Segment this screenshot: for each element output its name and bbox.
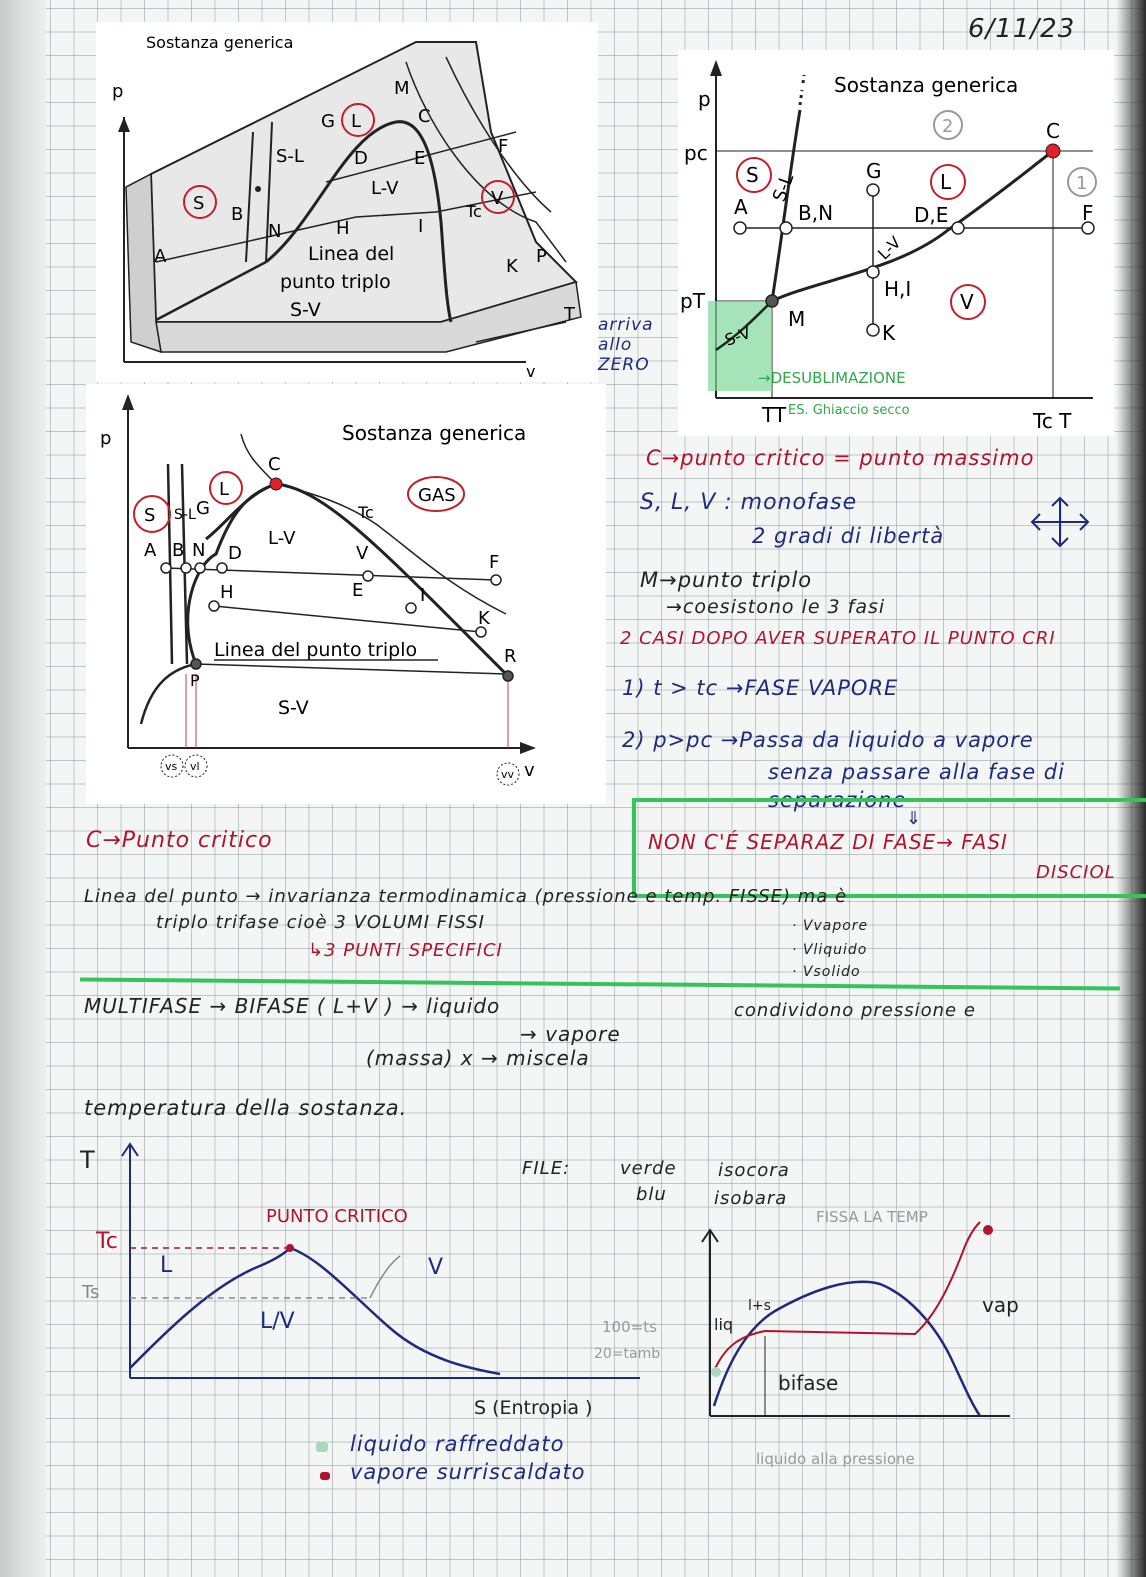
fig2-desublimazione: →DESUBLIMAZIONE [758,369,906,387]
date-label: 6/11/23 [968,14,1076,44]
fig1-m-label: M [394,78,410,99]
note-gradi: 2 gradi di libertà [752,524,945,548]
figure-pt-diagram [678,50,1114,436]
fig3-vs-label: vs [165,760,178,773]
fig3-f-label: F [489,552,500,573]
legend-vapore: vapore surriscaldato [350,1460,586,1484]
fig1-line1: Linea del [308,243,395,265]
fig3-tc-label: Tc [358,503,374,522]
note-linea-b: triplo trifase cioè 3 VOLUMI FISSI [156,912,485,933]
red-swatch [320,1472,330,1480]
fig2-m-label: M [788,307,806,331]
fig3-b-label: B [172,540,185,561]
figure-pv-diagram [86,384,606,804]
fig1-c-label: C [418,106,431,127]
fig3-k-label: K [478,608,490,629]
ts-ts-label: Ts [82,1282,100,1303]
arriva-text: arriva [598,315,654,335]
fig3-sl-label: S-L [174,507,196,523]
fig1-v-axis: v [526,362,536,381]
fig2-g-label: G [866,159,882,183]
note-linea-a: Linea del punto → invarianza termodinamica (pressione e temp. FISSE) ma è [84,886,848,907]
fig3-title: Sostanza generica [342,421,527,445]
green-swatch [316,1442,328,1452]
fig3-c-label: C [268,454,281,475]
fig1-e-label: E [414,148,426,169]
note-disciolte: DISCIOL [1036,862,1116,883]
note-temperatura: temperatura della sostanza. [84,1096,408,1120]
note-multifase: MULTIFASE → BIFASE ( L+V ) → liquido [84,994,501,1018]
fig2-k-label: K [882,321,896,345]
fig2-c-label: C [1046,119,1060,143]
note-caso2a: 2) p>pc →Passa da liquido a vapore [622,728,1034,752]
note-c-critico: C→punto critico = punto massimo [646,446,1035,470]
fig1-h-label: H [336,218,350,239]
note-arrow: ⇓ [906,808,923,829]
note-due-casi: 2 CASI DOPO AVER SUPERATO IL PUNTO CRI [620,628,1056,649]
fig2-tct-label: Tc T [1033,409,1072,433]
fig3-r-label: R [504,646,517,667]
note-caso2b: senza passare alla fase di [768,760,1065,784]
note-coesistono: →coesistono le 3 fasi [666,596,886,618]
fig1-g-label: G [321,111,335,132]
note-punti-specifici: ↳3 PUNTI SPECIFICI [308,940,503,961]
note-massa: (massa) x → miscela [366,1046,590,1070]
fig2-s-label: S [746,163,759,187]
right-bifase: bifase [778,1371,839,1395]
arrows-cross-icon [1028,494,1092,550]
fig3-i-label: I [420,585,426,606]
fig1-lv-label: L-V [371,178,399,199]
note-caso1: 1) t > tc →FASE VAPORE [622,676,899,700]
ts-lv-label: L/V [260,1309,295,1334]
note-vliquido: · Vliquido [792,942,868,958]
allo-text: allo [598,335,633,355]
fig1-l-label: L [351,111,362,132]
fig1-a-label: A [154,246,167,267]
note-verde: verde [620,1158,677,1179]
ts-tc-label: Tc [96,1229,118,1254]
pv-phase-diagram [86,384,606,804]
fig1-title: Sostanza generica [146,33,294,52]
fig2-lv-label: L-V [873,232,905,264]
fig2-sv-label: S-V [722,323,754,350]
fig1-i-label: I [418,216,424,237]
pt-phase-diagram [678,50,1114,436]
arriva-note [598,315,654,375]
ts-v-label: V [428,1255,444,1280]
figure-3d-surface [96,22,598,382]
ts-t-axis: T [80,1146,95,1174]
fig3-p-axis: p [100,428,112,449]
fig3-l-label: L [219,479,230,500]
fig1-n-label: N [268,221,282,242]
fig2-bn-label: B,N [798,201,834,225]
note-blu: blu [636,1184,667,1205]
right-vap: vap [982,1293,1019,1317]
fig3-a-label: A [144,540,157,561]
fig2-num1: 1 [1076,173,1088,194]
fig3-lv-label: L-V [268,528,296,549]
ts-l-label: L [160,1253,173,1278]
right-liq: liq [714,1315,734,1334]
fig2-de-label: D,E [914,203,949,227]
fig3-p-label: P [190,671,200,690]
fig2-a-label: A [734,195,748,219]
fig2-sl-label: S-L [768,171,799,205]
note-m-triplo: M→punto triplo [640,568,813,592]
fig1-t-axis: T [564,304,575,325]
fig1-tc-label: Tc [466,202,482,221]
fig3-vv-label: vv [501,768,515,781]
right-ls: l+s [748,1298,771,1314]
note-c-punto-critico: C→Punto critico [86,828,273,853]
fig2-v-label: V [960,290,974,314]
fig2-ghiaccio: ES. Ghiaccio secco [788,403,910,418]
fig1-p-label: P [536,246,547,267]
note-vsolido: · Vsolido [792,964,861,980]
note-slv: S, L, V : monofase [640,490,858,515]
zero-text: ZERO [598,355,650,375]
fig1-k-label: K [506,256,518,277]
fig3-d-label: D [228,543,242,564]
fig3-sv-label: S-V [278,697,309,719]
fig2-f-label: F [1082,201,1094,225]
fig2-p-axis: p [698,87,711,111]
fig1-f-label: F [498,136,509,157]
right-venti: 20=tamb [594,1346,661,1362]
fig3-s-label: S [144,505,156,526]
fig2-pt-label: pT [680,289,705,313]
fig3-v-label: V [356,543,369,564]
fig3-e-label: E [352,580,364,601]
fig3-vl-label: vl [190,760,200,773]
note-condividono: condividono pressione e [734,1000,976,1021]
fig3-linea-label: Linea del punto triplo [214,639,418,661]
note-isocora: isocora [718,1160,790,1181]
note-isobara: isobara [714,1188,788,1209]
notebook-binding [0,0,46,1577]
legend-liquido: liquido raffreddato [350,1432,565,1456]
fig2-pc-label: pc [684,141,708,165]
right-graph [590,1206,1060,1506]
fig2-l-label: L [940,170,952,194]
fig3-v-axis: v [524,760,535,781]
fig1-s-label: S [193,193,205,214]
note-vapore: → vapore [520,1022,621,1046]
right-bottom: liquido alla pressione [756,1450,915,1468]
fig2-title: Sostanza generica [834,73,1019,97]
ts-punto-critico: PUNTO CRITICO [266,1206,408,1227]
fig2-num2: 2 [942,116,954,137]
fig1-v-label: V [491,188,504,209]
fig3-h-label: H [220,582,234,603]
fig3-gas-label: GAS [418,485,456,506]
pvt-surface-diagram [96,22,598,382]
right-fissa: FISSA LA TEMP [816,1208,928,1226]
right-cento: 100=ts [602,1318,657,1336]
note-vvapore: · Vvapore [792,918,869,934]
page-edge-shadow [1116,0,1146,1577]
ts-graph [80,1138,660,1468]
fig1-p-axis: p [112,81,124,102]
ts-s-axis: S (Entropia ) [474,1397,593,1419]
fig3-n-label: N [192,540,206,561]
note-non-ce: NON C'É SEPARAZ DI FASE→ FASI [648,830,1008,854]
fig3-g-label: G [196,498,210,519]
fig2-hi-label: H,I [884,277,912,301]
note-file: FILE: [522,1158,571,1179]
fig1-sv-label: S-V [290,299,321,321]
fig1-b-label: B [231,204,244,225]
note-caso2c: separazione [768,788,907,812]
fig1-sl-label: S-L [276,146,304,167]
fig2-tt-label: TT [762,403,787,427]
fig1-d-label: D [354,148,368,169]
fig1-line2: punto triplo [280,271,391,293]
